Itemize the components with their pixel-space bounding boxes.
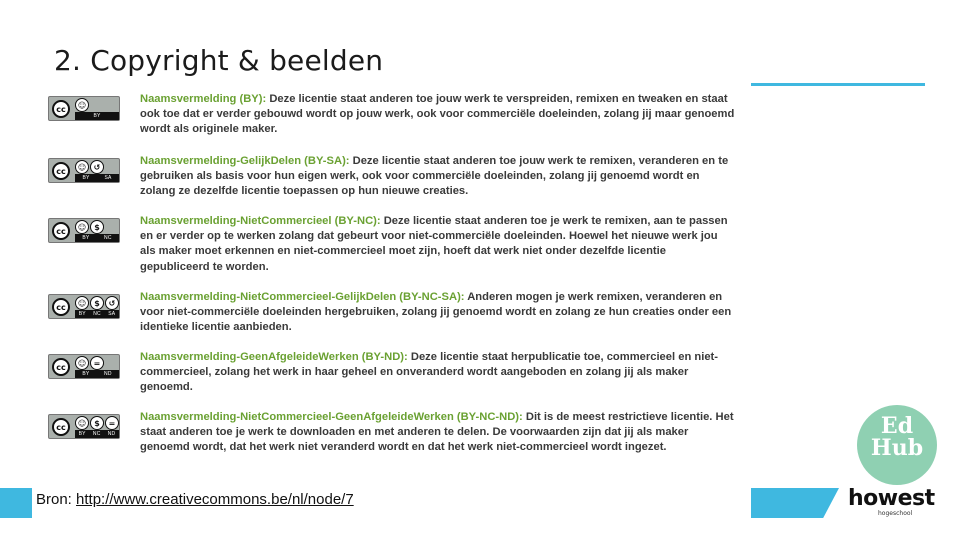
license-name: Naamsvermelding-NietCommercieel-GelijkDelen (BY-NC-SA): <box>140 291 465 303</box>
license-codes <box>75 112 119 120</box>
license-code: BY <box>78 431 86 437</box>
cc-license-badge <box>48 294 120 319</box>
title-accent-line <box>751 83 925 86</box>
license-description <box>140 410 736 456</box>
license-code: ND <box>107 431 116 437</box>
license-codes <box>75 370 119 378</box>
license-text: Deze licentie staat anderen toe je werk te remixen, aan te passen en er verder op te werken zolang dat gebeurt voor niet-commerciële doeleinden. Hoewel het nieuwe werk jou als maker moet erkennen en niet-commercieel moet zijn, hoeft dat werk niet onder dezelfde licentie gepubliceerd te worden. <box>140 215 728 273</box>
license-description <box>140 92 736 138</box>
license-text: Dit is de meest restrictieve licentie. Het staat anderen toe je werk te downloaden en met anderen te delen. De voorwaarden zijn dat jij als maker genoemd wordt, dat het werk niet veranderd wordt en dat het werk niet-commercieel wordt ingezet. <box>140 411 734 454</box>
license-code: BY <box>93 113 101 119</box>
license-code: SA <box>108 311 116 317</box>
license-name: Naamsvermelding (BY): <box>140 93 267 105</box>
cc-icon: cc <box>52 100 70 118</box>
license-text: Deze licentie staat anderen toe jouw werk te verspreiden, remixen en tweaken en staat ook toe dat er verder gebouwd wordt op jouw werk, ook voor commerciële doeleinden, zolang jij maar genoemd wordt als originele maker. <box>140 93 735 136</box>
license-code: BY <box>82 175 90 181</box>
license-code: NC <box>104 235 112 241</box>
license-codes <box>75 430 119 438</box>
nd-icon: = <box>90 356 104 370</box>
license-name: Naamsvermelding-NietCommercieel-GeenAfgeleideWerken (BY-NC-ND): <box>140 411 523 423</box>
source-label: Bron: <box>36 491 77 508</box>
license-name: Naamsvermelding-NietCommercieel (BY-NC): <box>140 215 381 227</box>
cc-license-badge <box>48 218 120 243</box>
license-text: Deze licentie staat herpublicatie toe, commercieel en niet-commercieel, zolang het werk in haar geheel en onveranderd wordt aangeboden en zolang jij als maker genoemd. <box>140 351 718 394</box>
license-code: BY <box>82 235 90 241</box>
cc-license-badge <box>48 414 120 439</box>
howest-logo: howest <box>848 486 935 511</box>
license-codes <box>75 174 119 182</box>
license-codes <box>75 310 119 318</box>
edhub-logo-line2: Hub <box>870 435 924 461</box>
sa-icon: ↺ <box>90 160 104 174</box>
license-text: Deze licentie staat anderen toe jouw werk te remixen, veranderen en te gebruiken als basis voor hun eigen werk, ook voor commerciële doeleinden, zolang jij genoemd wordt en zolang ze dezelfde licentie toepassen op hun nieuwe creaties. <box>140 155 729 198</box>
license-code: NC <box>92 431 101 437</box>
edhub-logo <box>857 405 937 485</box>
license-name: Naamsvermelding-GelijkDelen (BY-SA): <box>140 155 350 167</box>
license-description <box>140 214 736 275</box>
license-codes <box>75 234 119 242</box>
cc-license-badge <box>48 158 120 183</box>
license-description <box>140 350 736 396</box>
license-description <box>140 290 736 336</box>
by-icon: ☺ <box>75 160 89 174</box>
source-accent-bar <box>0 488 32 518</box>
cc-icon: cc <box>52 418 70 436</box>
page-title: 2. Copyright & beelden <box>54 44 384 77</box>
footer-accent-shape <box>751 488 839 518</box>
nc-icon: $ <box>90 416 104 430</box>
license-code: NC <box>93 311 101 317</box>
cc-icon: cc <box>52 222 70 240</box>
nc-icon: $ <box>90 220 104 234</box>
by-icon: ☺ <box>75 296 89 310</box>
license-code: SA <box>104 175 112 181</box>
cc-icon: cc <box>52 162 70 180</box>
license-description <box>140 154 736 200</box>
howest-logo-subtitle: hogeschool <box>878 510 913 517</box>
sa-icon: ↺ <box>105 296 119 310</box>
license-text: Anderen mogen je werk remixen, veranderen en voor niet-commerciële doeleinden hergebruiken, zolang jij genoemd wordt en zolang ze hun creaties onder een identieke licentie aanbieden. <box>140 291 732 334</box>
by-icon: ☺ <box>75 416 89 430</box>
license-name: Naamsvermelding-GeenAfgeleideWerken (BY-ND): <box>140 351 408 363</box>
source-line <box>36 491 354 508</box>
license-code: ND <box>104 371 112 377</box>
nc-icon: $ <box>90 296 104 310</box>
by-icon: ☺ <box>75 220 89 234</box>
nd-icon: = <box>105 416 119 430</box>
cc-license-badge <box>48 96 120 121</box>
cc-icon: cc <box>52 358 70 376</box>
by-icon: ☺ <box>75 98 89 112</box>
source-link[interactable]: http://www.creativecommons.be/nl/node/7 <box>76 491 354 508</box>
by-icon: ☺ <box>75 356 89 370</box>
cc-icon: cc <box>52 298 70 316</box>
edhub-logo-line1: Ed <box>880 413 914 439</box>
license-code: BY <box>82 371 90 377</box>
license-code: BY <box>78 311 86 317</box>
cc-license-badge <box>48 354 120 379</box>
